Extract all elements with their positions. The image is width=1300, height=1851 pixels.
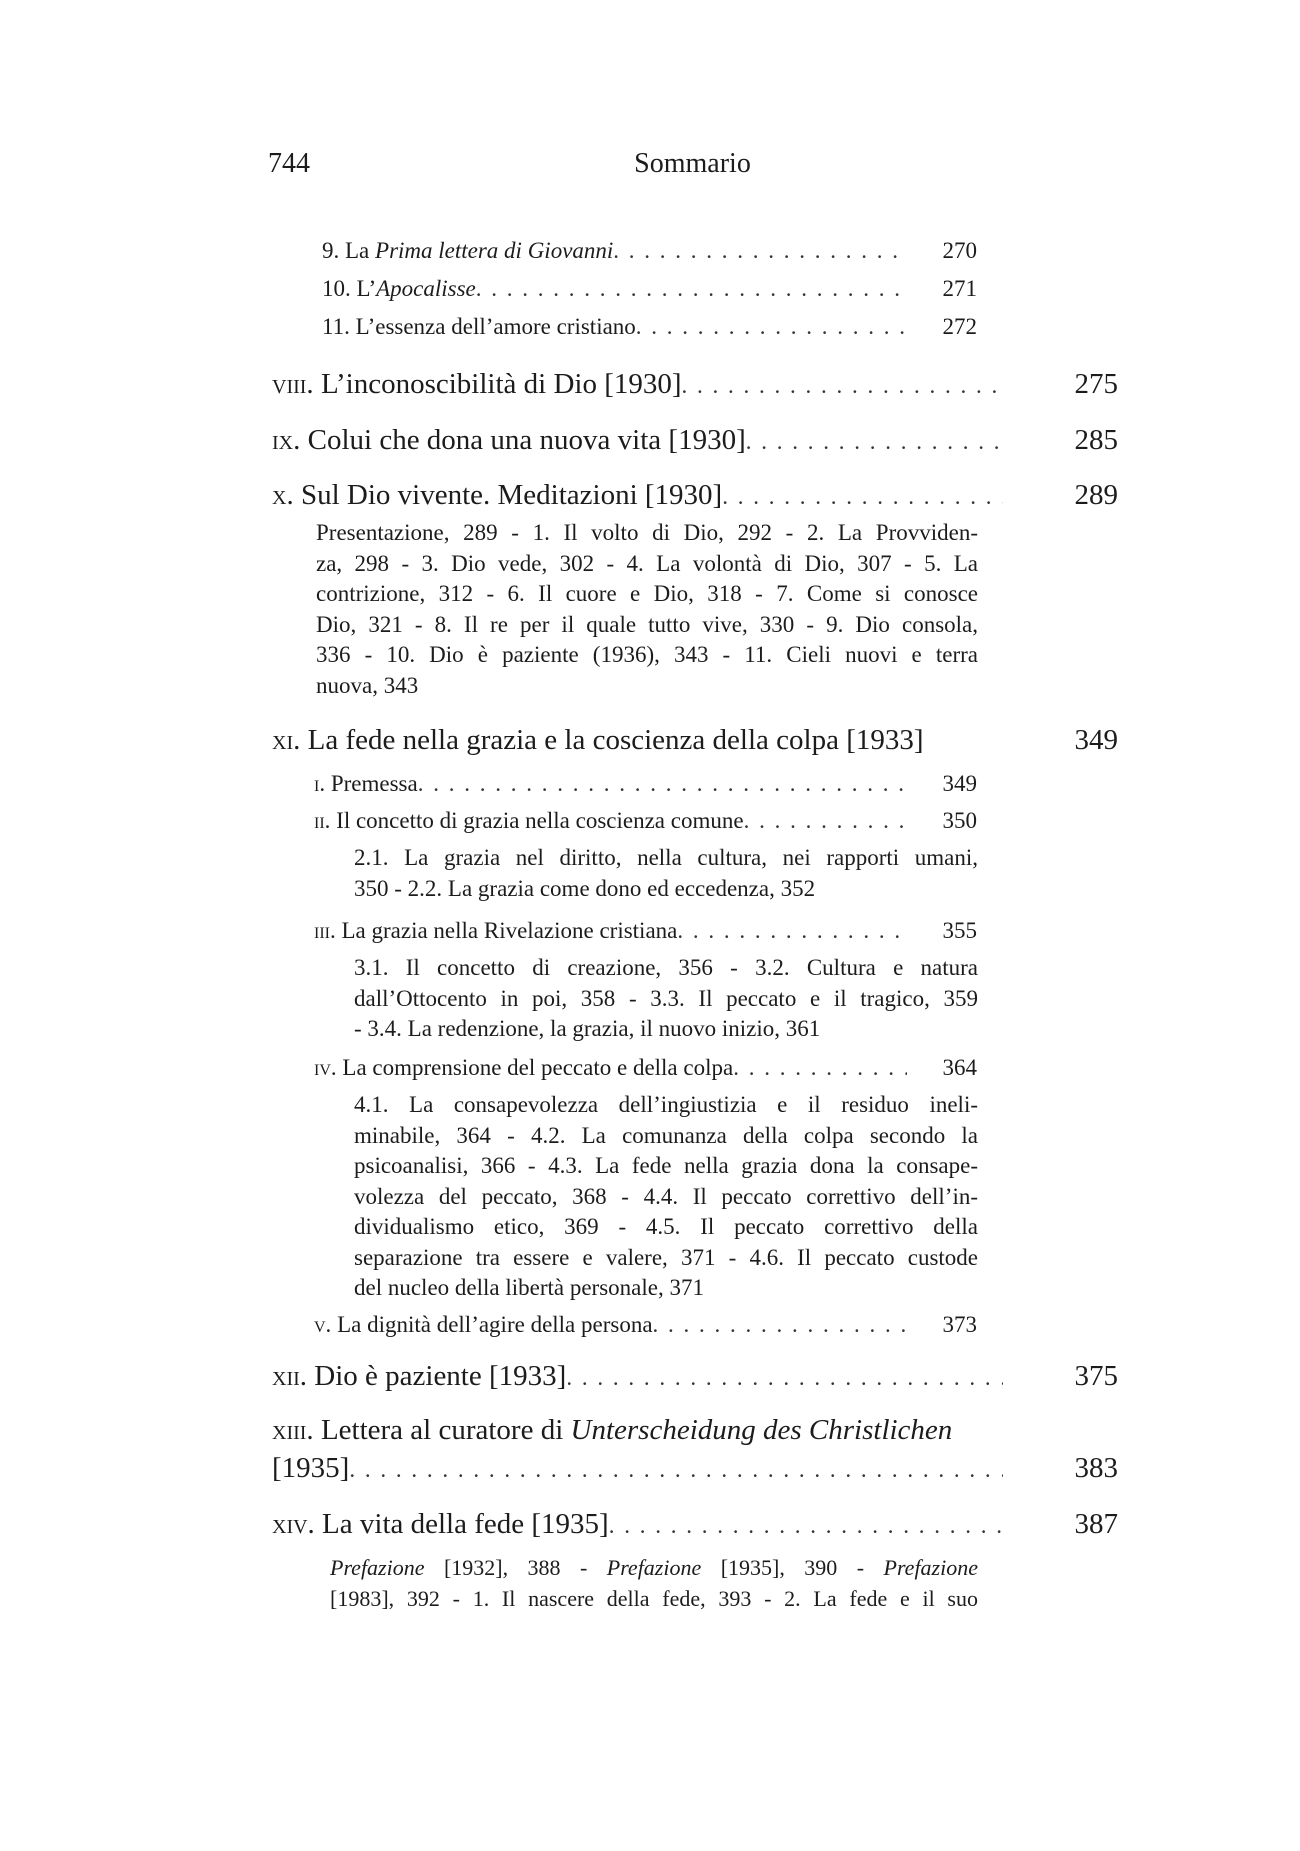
paragraph-line: [1983], 392 - 1. Il nascere della fede, 393 - 2. La fede e il suo (330, 1586, 978, 1611)
paragraph-line: 3.1. Il concetto di creazione, 356 - 3.2. Cultura e natura (354, 955, 978, 980)
chapter-contents-paragraph (330, 1552, 978, 1614)
paragraph-line (330, 1552, 978, 1583)
dot-leader (744, 808, 907, 834)
toc-entry[interactable] (322, 276, 977, 302)
dot-leader (733, 1055, 906, 1081)
section-page: 349 (942, 771, 977, 796)
paragraph-line: za, 298 - 3. Dio vede, 302 - 4. La volontà di Dio, 307 - 5. La (316, 550, 978, 576)
text: [1932], 388 - (424, 1555, 607, 1580)
chapter-page: 285 (1074, 424, 1118, 456)
dot-leader (682, 368, 1003, 401)
chapter-title: x. Sul Dio vivente. Meditazioni [1930] (272, 479, 723, 511)
dot-leader (566, 1360, 1002, 1393)
chapter-page: 275 (1074, 368, 1118, 400)
section-title: iii. La grazia nella Rivelazione cristiana (314, 918, 678, 943)
toc-entry[interactable] (322, 314, 977, 340)
section-contents-paragraph (354, 1090, 978, 1304)
paragraph-line: dividualismo etico, 369 - 4.5. Il peccato correttivo della (354, 1214, 978, 1239)
entry-page: 271 (942, 276, 977, 301)
dot-leader (609, 1508, 1003, 1541)
dot-leader (613, 238, 906, 264)
paragraph-line: 336 - 10. Dio è paziente (1936), 343 - 11. Cieli nuovi e terra (316, 642, 978, 667)
dot-leader (636, 314, 907, 340)
toc-section[interactable] (314, 771, 977, 797)
paragraph-line: volezza del peccato, 368 - 4.4. Il peccato correttivo dell’in- (354, 1183, 978, 1209)
paragraph-line: separazione tra essere e valere, 371 - 4.6. Il peccato custode (354, 1244, 978, 1270)
entry-page: 270 (942, 238, 977, 263)
dot-leader (653, 1312, 907, 1338)
toc-chapter[interactable] (272, 479, 1118, 512)
italic-text: Prefazione (606, 1555, 702, 1580)
italic-text: Prefazione (883, 1555, 978, 1580)
chapter-page: 383 (1074, 1452, 1118, 1484)
section-title: v. La dignità dell’agire della persona (314, 1312, 653, 1337)
entry-label: 9. La Prima lettera di Giovanni (322, 238, 614, 263)
text: [1935], 390 - (701, 1555, 884, 1580)
paragraph-line: Dio, 321 - 8. Il re per il quale tutto vive, 330 - 9. Dio consola, (316, 611, 978, 637)
paragraph-line: 4.1. La consapevolezza dell’ingiustizia e il residuo ineli- (354, 1092, 978, 1117)
toc-section[interactable] (314, 1312, 977, 1338)
paragraph-line: minabile, 364 - 4.2. La comunanza della colpa secondo la (354, 1122, 978, 1148)
dot-leader (677, 918, 906, 944)
page-number: 744 (268, 148, 310, 179)
toc-entry[interactable] (322, 238, 977, 264)
toc-chapter[interactable] (272, 724, 1118, 757)
toc-section[interactable] (314, 808, 977, 834)
section-page: 364 (942, 1055, 977, 1080)
entry-label: 10. L’Apocalisse (322, 276, 476, 301)
paragraph-line: 2.1. La grazia nel diritto, nella cultura, nei rapporti umani, (354, 845, 978, 870)
chapter-contents-paragraph (316, 518, 978, 701)
paragraph-line: contrizione, 312 - 6. Il cuore e Dio, 318 - 7. Come si conosce (316, 581, 978, 606)
chapter-title: xiii. Lettera al curatore di Unterscheidung des Christlichen (272, 1414, 953, 1446)
dot-leader (746, 424, 1003, 457)
toc-chapter-title-line[interactable] (272, 1414, 1118, 1447)
toc-section[interactable] (314, 1055, 977, 1081)
toc-section[interactable] (314, 918, 977, 944)
dot-leader (722, 479, 1002, 512)
dot-leader (476, 276, 907, 302)
paragraph-line: dall’Ottocento in poi, 358 - 3.3. Il peccato e il tragico, 359 (354, 985, 978, 1011)
paragraph-line: nuova, 343 (316, 672, 419, 698)
section-contents-paragraph (354, 843, 978, 904)
chapter-title-continuation: [1935] (272, 1452, 350, 1484)
dot-leader (349, 1452, 1002, 1485)
paragraph-line: del nucleo della libertà personale, 371 (354, 1275, 704, 1300)
chapter-page: 289 (1074, 479, 1118, 511)
section-page: 355 (942, 918, 977, 943)
toc-chapter[interactable] (272, 368, 1118, 401)
paragraph-line: psicoanalisi, 366 - 4.3. La fede nella grazia dona la consape- (354, 1153, 978, 1178)
section-page: 373 (942, 1312, 977, 1337)
toc-chapter[interactable] (272, 424, 1118, 457)
entry-label: 11. L’essenza dell’amore cristiano (322, 314, 636, 339)
paragraph-line: Presentazione, 289 - 1. Il volto di Dio, 292 - 2. La Provviden- (316, 520, 978, 545)
chapter-title: xi. La fede nella grazia e la coscienza della colpa [1933] (272, 724, 924, 756)
toc-chapter[interactable] (272, 1452, 1118, 1485)
paragraph-line: 350 - 2.2. La grazia come dono ed eccedenza, 352 (354, 875, 816, 901)
chapter-page: 387 (1074, 1508, 1118, 1540)
chapter-title: ix. Colui che dona una nuova vita [1930] (272, 424, 746, 456)
chapter-page: 349 (1074, 724, 1118, 756)
italic-text: Prefazione (330, 1555, 425, 1580)
section-contents-paragraph (354, 953, 978, 1045)
section-title: iv. La comprensione del peccato e della colpa (314, 1055, 734, 1080)
toc-chapter[interactable] (272, 1360, 1118, 1393)
section-title: ii. Il concetto di grazia nella coscienza comune (314, 808, 744, 833)
dot-leader (418, 771, 907, 797)
chapter-page: 375 (1074, 1360, 1118, 1392)
section-title: i. Premessa (314, 771, 418, 796)
chapter-title: xiv. La vita della fede [1935] (272, 1508, 609, 1540)
chapter-title: viii. L’inconoscibilità di Dio [1930] (272, 368, 682, 400)
toc-chapter[interactable] (272, 1508, 1118, 1541)
paragraph-line: - 3.4. La redenzione, la grazia, il nuovo inizio, 361 (354, 1016, 821, 1041)
entry-page: 272 (942, 314, 977, 339)
running-title: Sommario (634, 148, 751, 179)
section-page: 350 (942, 808, 977, 833)
chapter-title: xii. Dio è paziente [1933] (272, 1360, 567, 1392)
